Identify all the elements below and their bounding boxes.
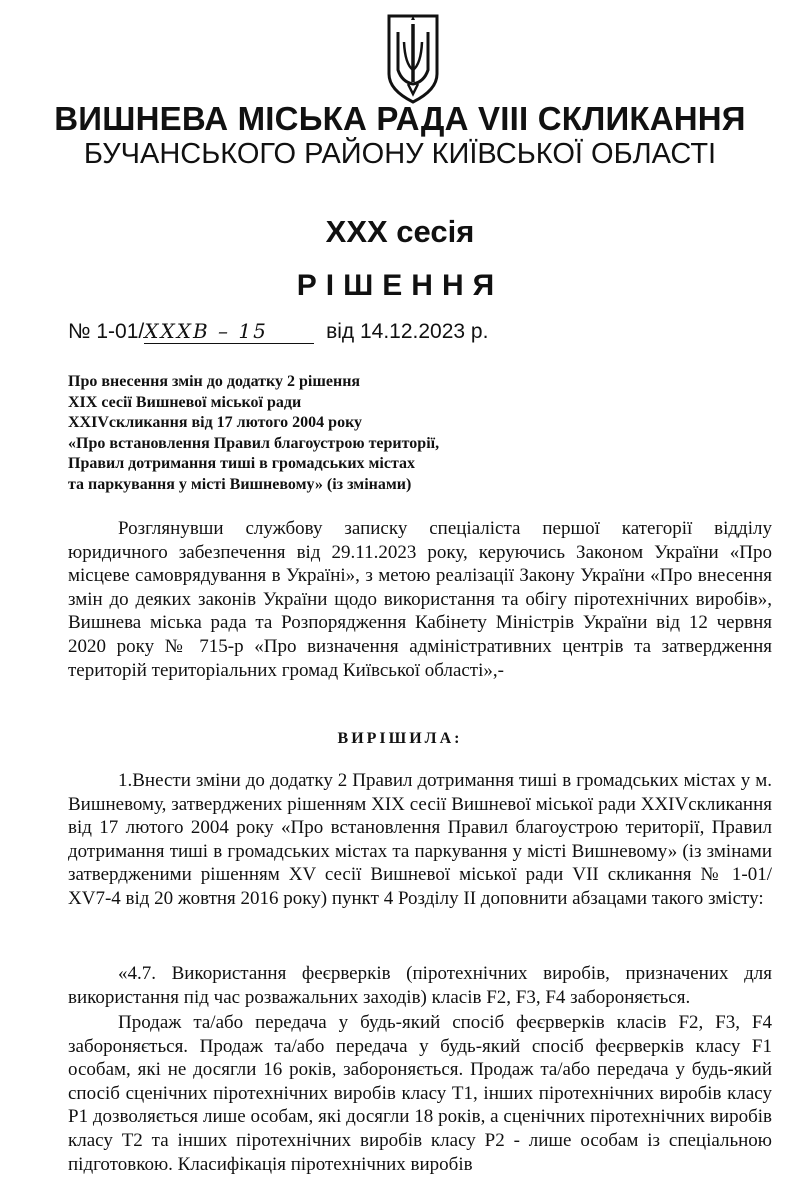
council-title: ВИШНЕВА МІСЬКА РАДА VIII СКЛИКАННЯ <box>54 100 746 137</box>
decision-number-line <box>68 319 488 344</box>
sale-paragraph: Продаж та/або передача у будь-який спосіб феєрверків класів F2, F3, F4 забороняється. Продаж та/або передача у будь-який спосіб феєрверків класу F1 особам, які не досягли 16 років, забороняється. Продаж та/або передача у будь-який спосіб сценічних піротехнічних виробів класу T1, інших піротехнічних виробів класу P1 дозволяється лише особам, які досягли 18 років, а сценічних піротехнічних виробів класу T2 та інших піротехнічних виробів класу P2 - лише особам із спеціальною підготовкою. Класифікація піротехнічних виробів <box>68 1012 772 1175</box>
item-1-paragraph: 1.Внести зміни до додатку 2 Правил дотримання тиші в громадських містах у м. Вишневому, затверджених рішенням XIX сесії Вишневої міської ради XXIVскликання від 17 лютого 2004 року «Про встановлення Правил благоустрою території, Правил дотримання тиші в громадських містах та паркування у місті Вишневому» (із змінами затвердженими рішенням XV сесії Вишневої міської ради VII скликання № 1-01/ XV7-4 від 20 жовтня 2016 року) пункт 4 Розділу II доповнити абзацами такого змісту: <box>68 770 772 909</box>
coat-of-arms-icon <box>384 12 442 104</box>
decision-number-handwritten: XXXВ – 15 <box>144 319 314 344</box>
decision-date: від 14.12.2023 р. <box>326 320 489 343</box>
subject-line: Правил дотримання тиші в громадських містах <box>68 455 416 472</box>
subject-line: та паркування у місті Вишневому» (із змінами) <box>68 475 412 493</box>
subject-line: «Про встановлення Правил благоустрою території, <box>68 434 440 452</box>
resolved-heading: ВИРІШИЛА: <box>337 730 463 747</box>
subject-line: Про внесення змін до додатку 2 рішення <box>68 373 361 390</box>
decision-title: РІШЕННЯ <box>296 269 504 302</box>
subject-line: XXIVскликання від 17 лютого 2004 року <box>68 414 363 431</box>
decision-subject <box>68 372 588 495</box>
item-4-7-paragraph: «4.7. Використання феєрверків (піротехнічних виробів, призначених для використання під час розважальних заходів) класів F2, F3, F4 забороняється. <box>68 963 772 1008</box>
session-title: XXX сесія <box>325 214 475 249</box>
decision-number-prefix: № 1-01/ <box>68 320 145 343</box>
intro-paragraph: Розглянувши службову записку спеціаліста першої категорії відділу юридичного забезпечення від 29.11.2023 року, керуючись Законом України «Про місцеве самоврядування в Україні», з метою реалізації Закону України «Про внесення змін до деяких законів України щодо використання та обігу піротехнічних виробів», Вишнева міська рада та Розпорядження Кабінету Міністрів України від 12 червня 2020 року № 715-р «Про визначення адміністративних центрів та затвердження територій територіальних громад Київської області»,- <box>68 518 772 681</box>
subject-line: XIX сесії Вишневої міської ради <box>68 393 302 411</box>
district-title: БУЧАНСЬКОГО РАЙОНУ КИЇВСЬКОЇ ОБЛАСТІ <box>83 138 717 170</box>
